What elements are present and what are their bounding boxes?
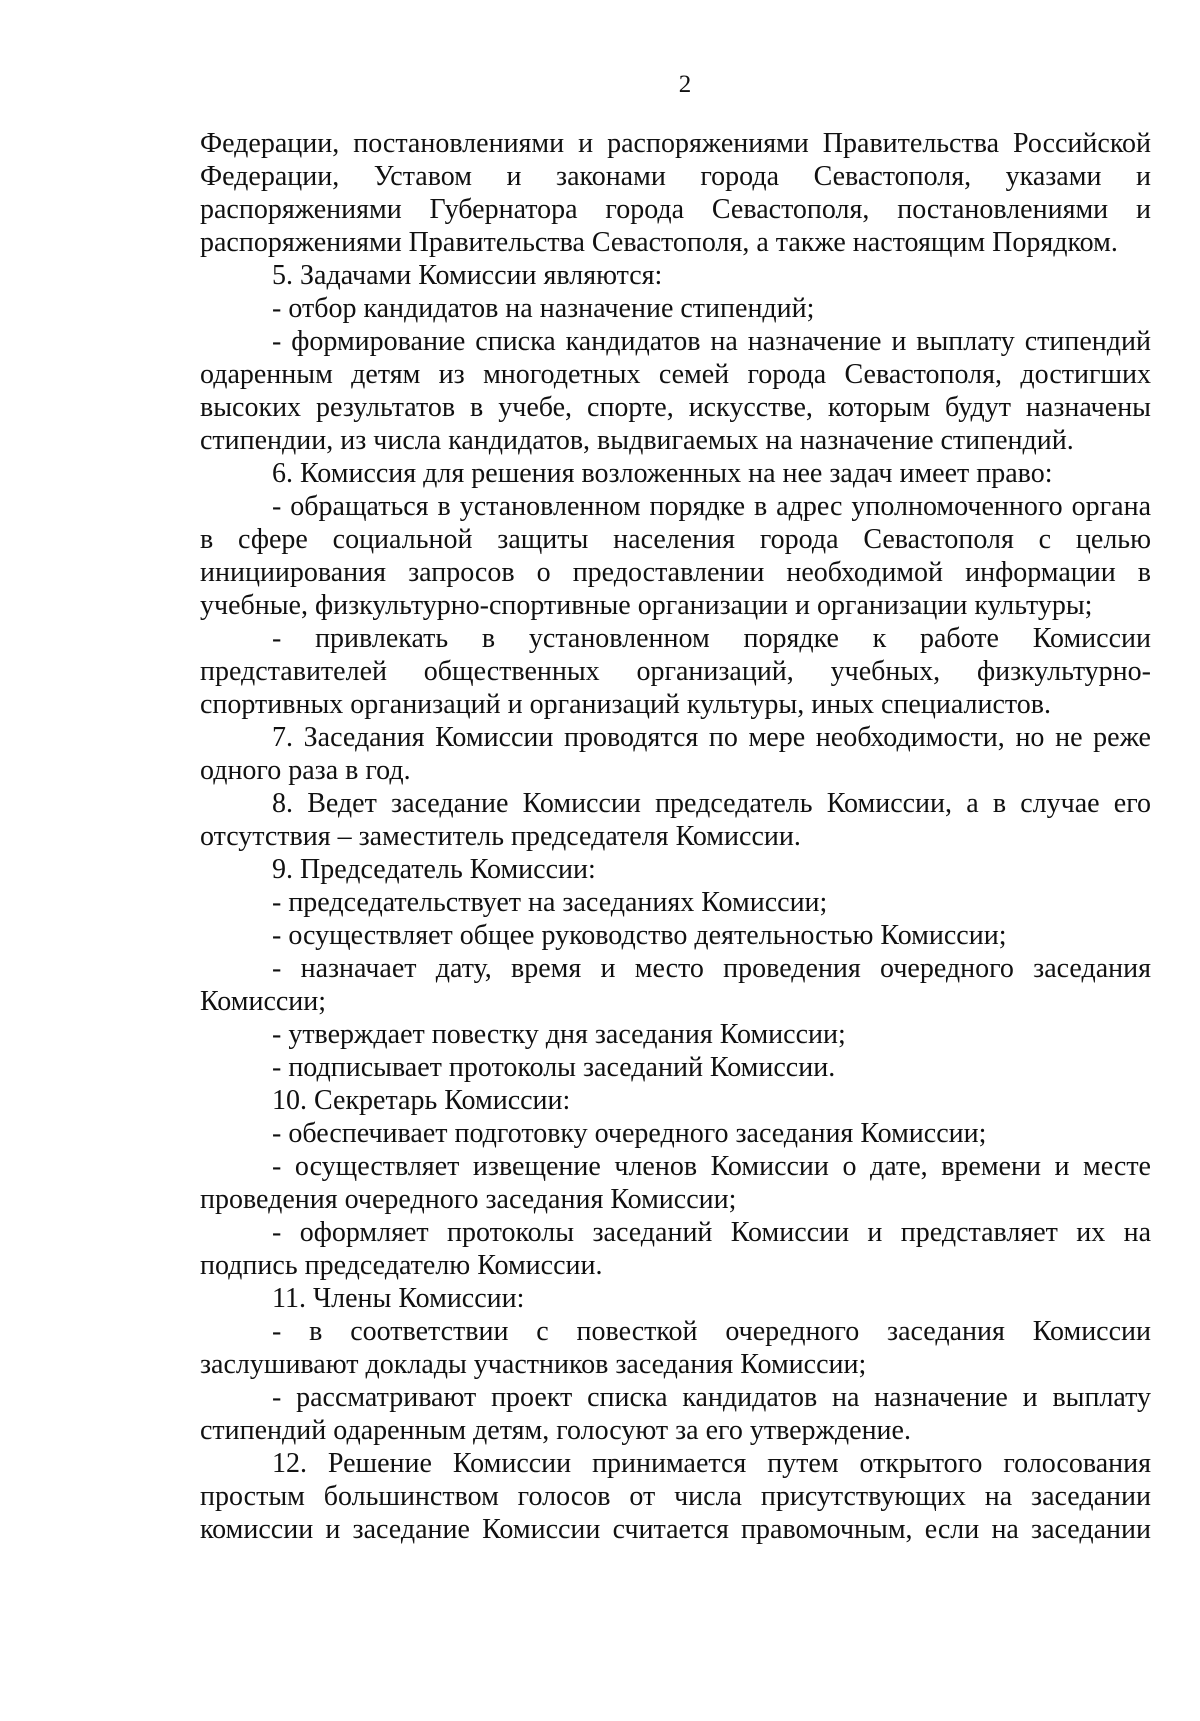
section-8: 8. Ведет заседание Комиссии председатель Комиссии, а в случае его отсутствия – заместитель председателя Комиссии.: [200, 788, 1151, 852]
section-9-heading: 9. Председатель Комиссии:: [272, 854, 596, 885]
page-number: 2: [678, 71, 692, 98]
section-6-heading: 6. Комиссия для решения возложенных на нее задач имеет право:: [272, 458, 1053, 489]
list-item: - рассматривают проект списка кандидатов на назначение и выплату стипендий одаренным детям, голосуют за его утверждение.: [200, 1382, 1151, 1446]
section-12: 12. Решение Комиссии принимается путем открытого голосования простым большинством голосов от числа присутствующих на заседании комиссии и заседание Комиссии считается правомочным, если на заседании: [200, 1448, 1151, 1545]
list-item: - оформляет протоколы заседаний Комиссии и представляет их на подпись председателю Комиссии.: [200, 1217, 1151, 1281]
list-item: - обращаться в установленном порядке в адрес уполномоченного органа в сфере социальной защиты населения города Севастополя с целью инициирования запросов о предоставлении необходимой информации в учебные, физкультурно-спортивные организации и организации культуры;: [200, 491, 1151, 621]
list-item: - подписывает протоколы заседаний Комиссии.: [272, 1052, 836, 1083]
list-item: - в соответствии с повесткой очередного заседания Комиссии заслушивают доклады участников заседания Комиссии;: [200, 1316, 1151, 1380]
list-item: - осуществляет общее руководство деятельностью Комиссии;: [272, 920, 1007, 951]
list-item: - формирование списка кандидатов на назначение и выплату стипендий одаренным детям из многодетных семей города Севастополя, достигших высоких результатов в учебе, спорте, искусстве, которым будут назначены стипендии, из числа кандидатов, выдвигаемых на назначение стипендий.: [200, 326, 1151, 456]
paragraph-continuation: Федерации, постановлениями и распоряжениями Правительства Российской Федерации, Уставом и законами города Севастополя, указами и распоряжениями Губернатора города Севастополя, постановлениями и распоряжениями Правительства Севастополя, а также настоящим Порядком.: [200, 128, 1151, 258]
document-body: [200, 127, 1151, 1546]
section-11-heading: 11. Члены Комиссии:: [272, 1283, 525, 1314]
section-10-heading: 10. Секретарь Комиссии:: [272, 1085, 571, 1116]
list-item: - привлекать в установленном порядке к работе Комиссии представителей общественных организаций, учебных, физкультурно-спортивных организаций и организаций культуры, иных специалистов.: [200, 623, 1151, 720]
list-item: - утверждает повестку дня заседания Комиссии;: [272, 1019, 846, 1050]
list-item: - председательствует на заседаниях Комиссии;: [272, 887, 828, 918]
list-item: - назначает дату, время и место проведения очередного заседания Комиссии;: [200, 953, 1151, 1017]
list-item: - обеспечивает подготовку очередного заседания Комиссии;: [272, 1118, 987, 1149]
section-7: 7. Заседания Комиссии проводятся по мере необходимости, но не реже одного раза в год.: [200, 722, 1151, 786]
list-item: - отбор кандидатов на назначение стипендий;: [272, 293, 815, 324]
section-5-heading: 5. Задачами Комиссии являются:: [272, 260, 663, 291]
list-item: - осуществляет извещение членов Комиссии о дате, времени и месте проведения очередного заседания Комиссии;: [200, 1151, 1151, 1215]
